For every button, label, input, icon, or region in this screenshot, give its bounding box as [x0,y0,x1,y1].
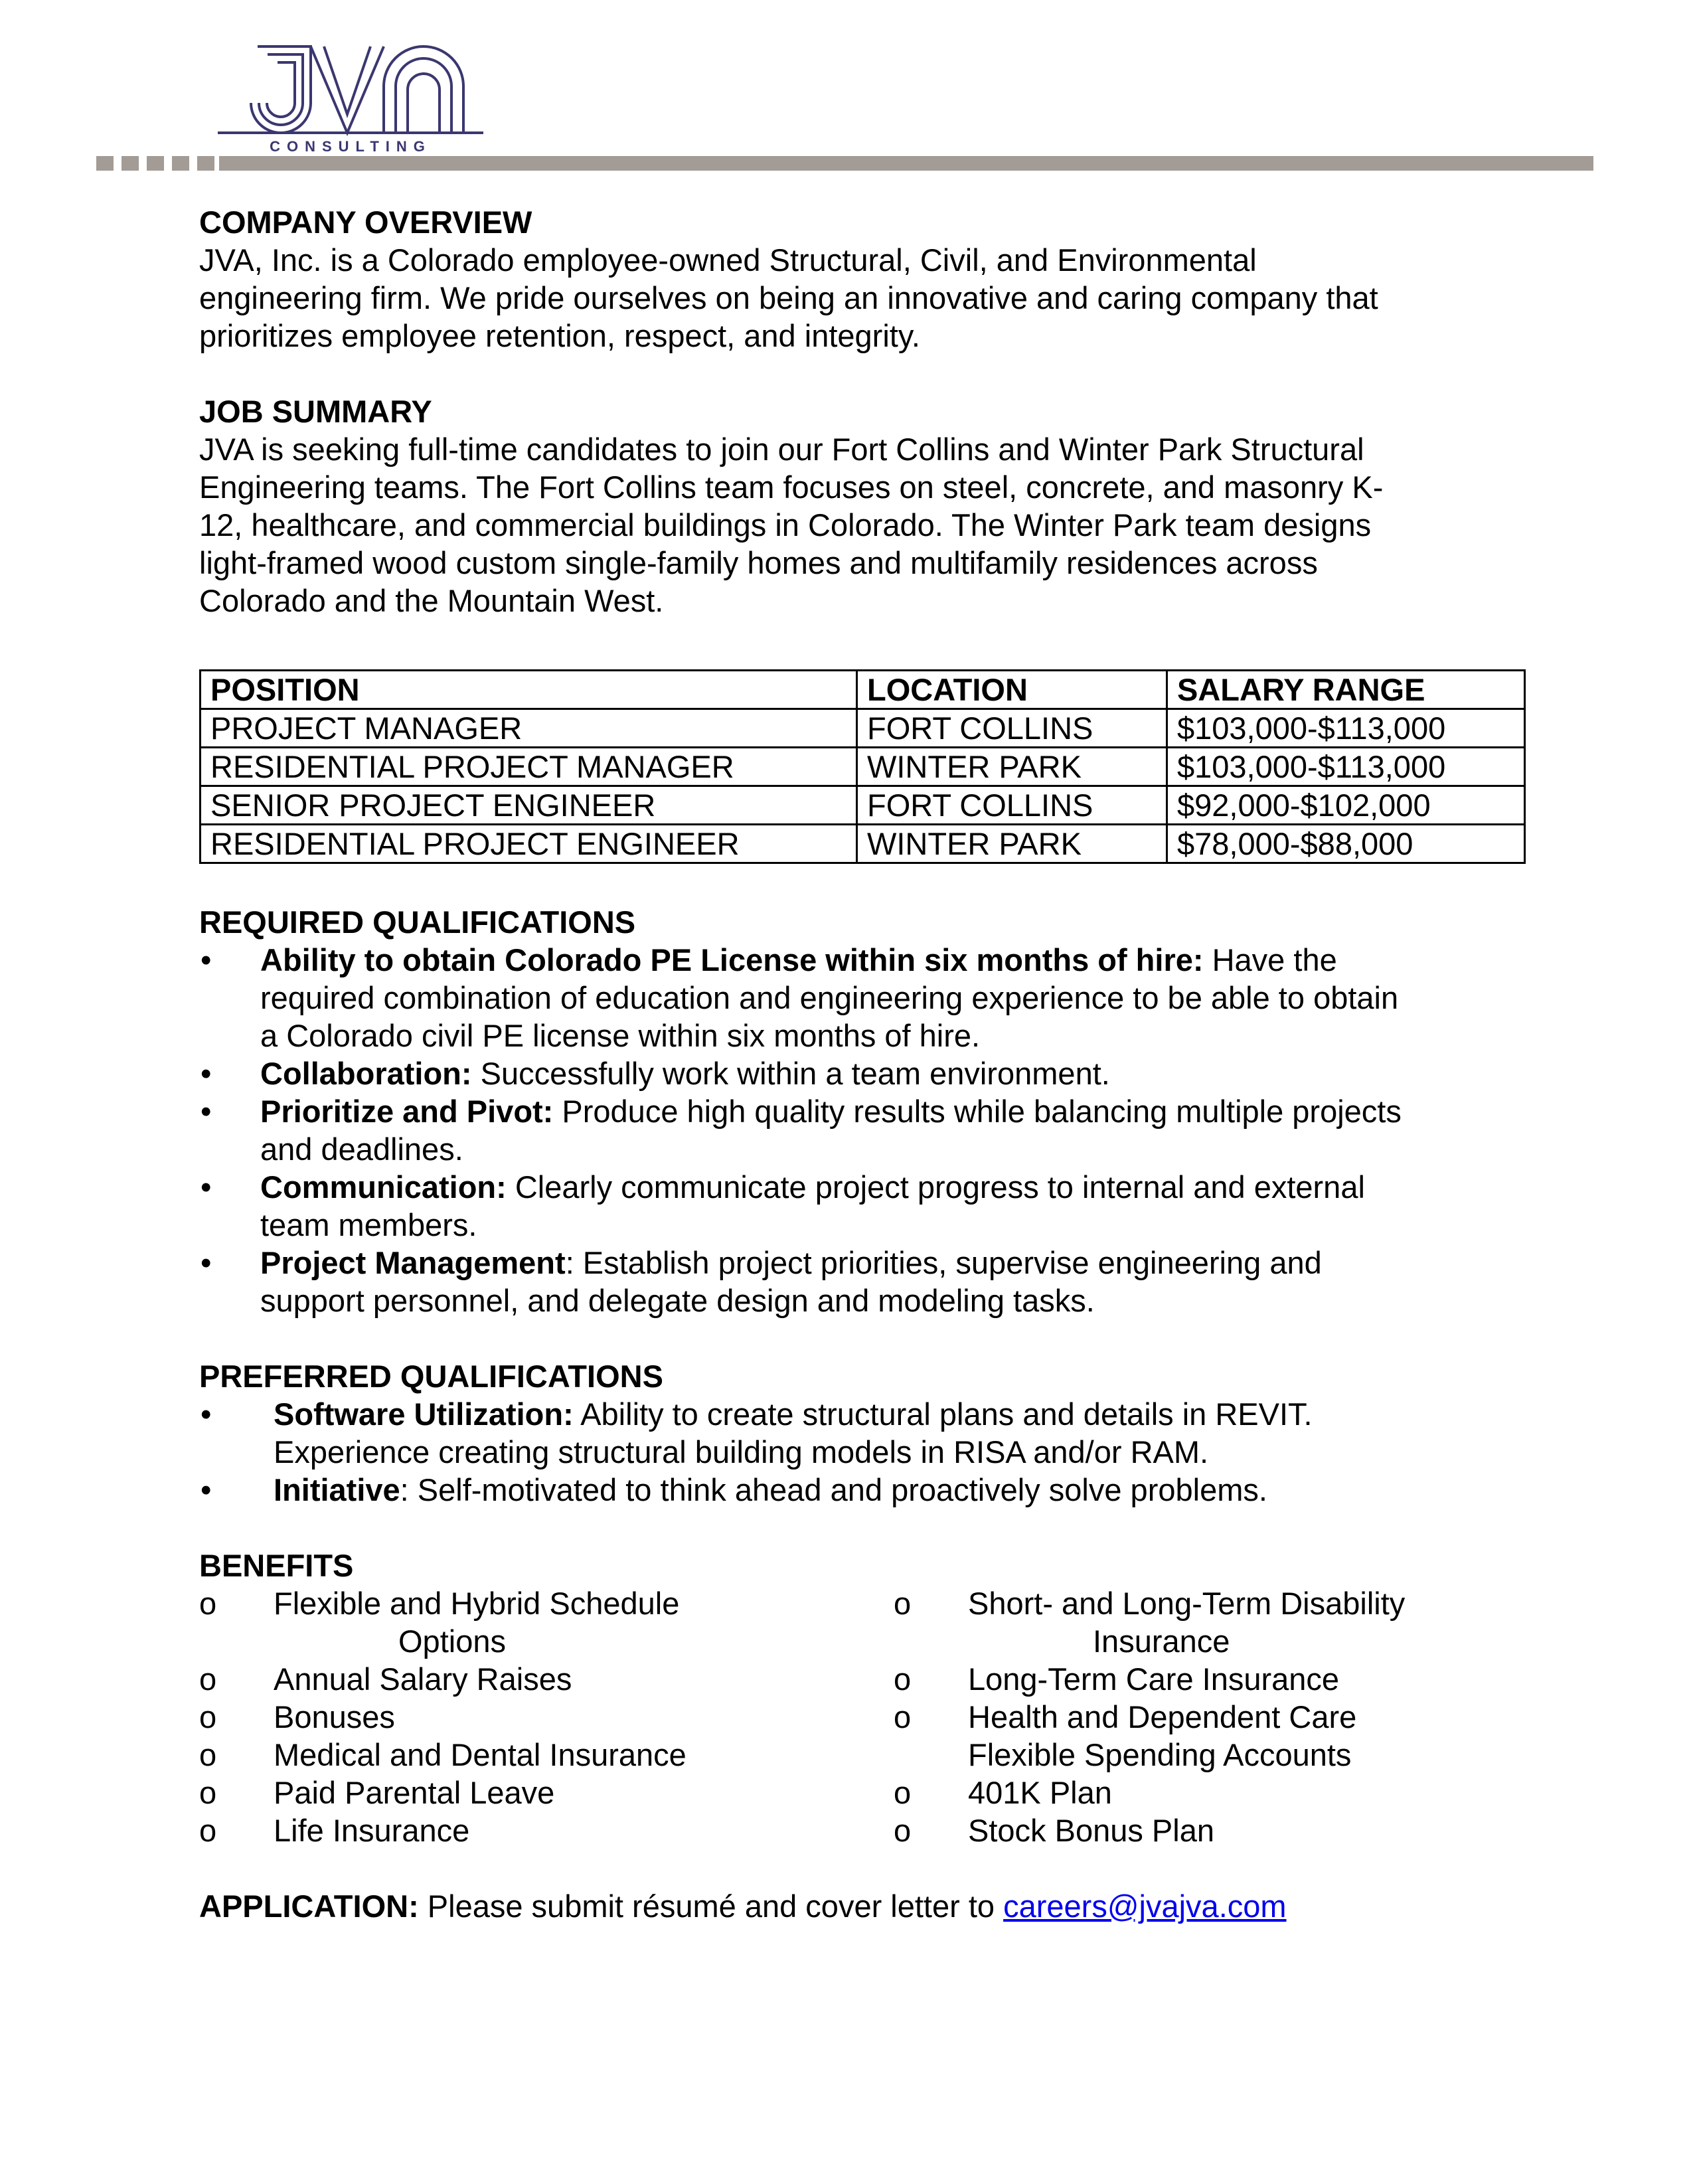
list-item: o Flexible and Hybrid Schedule [199,1586,680,1621]
company-overview-line: prioritizes employee retention, respect, and integrity. [199,318,920,353]
table-row [201,709,1525,748]
positions-table [199,669,1526,864]
job-summary-heading: JOB SUMMARY [199,394,432,429]
logo-tagline: CONSULTING [270,138,432,155]
table-cell: FORT COLLINS [857,709,1167,748]
table-row [201,748,1525,786]
header-rule [219,156,1593,171]
table-cell: $103,000-$113,000 [1167,709,1525,748]
document-body [199,203,1500,1925]
list-item: • Initiative: Self-motivated to think ahead and proactively solve problems. [199,1471,1500,1509]
table-header-row [201,671,1525,709]
list-item: o Short- and Long-Term Disability [894,1586,1406,1621]
list-item: • Prioritize and Pivot: Produce high quality results while balancing multiple projects and deadlines. [199,1092,1500,1168]
list-item: o Bonuses [199,1699,395,1734]
application-label: APPLICATION: [199,1889,419,1924]
benefits-list [199,1584,1500,1887]
rule-square [197,156,214,171]
required-qualifications-list [199,941,1500,1319]
table-cell: PROJECT MANAGER [201,709,857,748]
list-item-continuation: Insurance [1093,1624,1230,1659]
company-overview-line: JVA, Inc. is a Colorado employee-owned Structural, Civil, and Environmental [199,242,1257,278]
table-cell: $103,000-$113,000 [1167,748,1525,786]
application-text: Please submit résumé and cover letter to [418,1889,1004,1924]
company-overview-line: engineering firm. We pride ourselves on being an innovative and caring company that [199,280,1378,315]
table-header-salary: SALARY RANGE [1167,671,1525,709]
job-summary-line: light-framed wood custom single-family homes and multifamily residences across [199,545,1318,580]
benefits-heading: BENEFITS [199,1548,354,1583]
table-cell: WINTER PARK [857,748,1167,786]
list-item: o Annual Salary Raises [199,1661,572,1697]
list-item: • Collaboration: Successfully work within a team environment. [199,1054,1500,1092]
job-summary-line: Colorado and the Mountain West. [199,583,664,618]
list-item: o Stock Bonus Plan [894,1813,1214,1848]
table-header-location: LOCATION [857,671,1167,709]
table-cell: RESIDENTIAL PROJECT MANAGER [201,748,857,786]
careers-email-link[interactable]: careers@jvajva.com [1003,1889,1287,1924]
table-cell: $78,000-$88,000 [1167,825,1525,863]
table-cell: FORT COLLINS [857,786,1167,825]
benefits-right-column [894,1584,1491,1849]
table-row [201,825,1525,863]
rule-square [96,156,114,171]
list-item: o Long-Term Care Insurance [894,1661,1340,1697]
list-item: o Medical and Dental Insurance [199,1737,686,1772]
job-summary-line: JVA is seeking full-time candidates to join our Fort Collins and Winter Park Structural [199,432,1364,467]
list-item: • Software Utilization: Ability to create structural plans and details in REVIT. Experience creating structural building models in RISA and/or RAM. [199,1395,1500,1471]
application-line [199,1887,1500,1925]
jva-logo-icon [211,40,490,139]
table-cell: RESIDENTIAL PROJECT ENGINEER [201,825,857,863]
table-row [201,786,1525,825]
rule-square [121,156,139,171]
list-item: o Health and Dependent Care [894,1699,1357,1734]
list-item: • Communication: Clearly communicate project progress to internal and external team members. [199,1168,1500,1244]
table-cell: SENIOR PROJECT ENGINEER [201,786,857,825]
table-cell: $92,000-$102,000 [1167,786,1525,825]
rule-square [172,156,189,171]
preferred-qualifications-heading: PREFERRED QUALIFICATIONS [199,1359,663,1394]
list-item: • Project Management: Establish project priorities, supervise engineering and support personnel, and delegate design and modeling tasks. [199,1244,1500,1319]
required-qualifications-heading: REQUIRED QUALIFICATIONS [199,904,636,940]
list-item-continuation: Flexible Spending Accounts [968,1737,1352,1772]
benefits-left-column [199,1584,797,1849]
list-item: o Life Insurance [199,1813,470,1848]
job-summary-line: 12, healthcare, and commercial buildings in Colorado. The Winter Park team designs [199,507,1372,543]
list-item-continuation: Options [398,1624,506,1659]
preferred-qualifications-list [199,1395,1500,1509]
rule-square [147,156,164,171]
company-overview-heading: COMPANY OVERVIEW [199,205,532,240]
company-logo [211,40,490,159]
table-header-position: POSITION [201,671,857,709]
list-item: o Paid Parental Leave [199,1775,555,1810]
job-summary-line: Engineering teams. The Fort Collins team focuses on steel, concrete, and masonry K- [199,469,1384,505]
list-item: • Ability to obtain Colorado PE License within six months of hire: Have the required combination of education and engineering experience to be able to obtain a Colorado civil PE license within six months of hire. [199,941,1500,1054]
table-cell: WINTER PARK [857,825,1167,863]
list-item: o 401K Plan [894,1775,1112,1810]
